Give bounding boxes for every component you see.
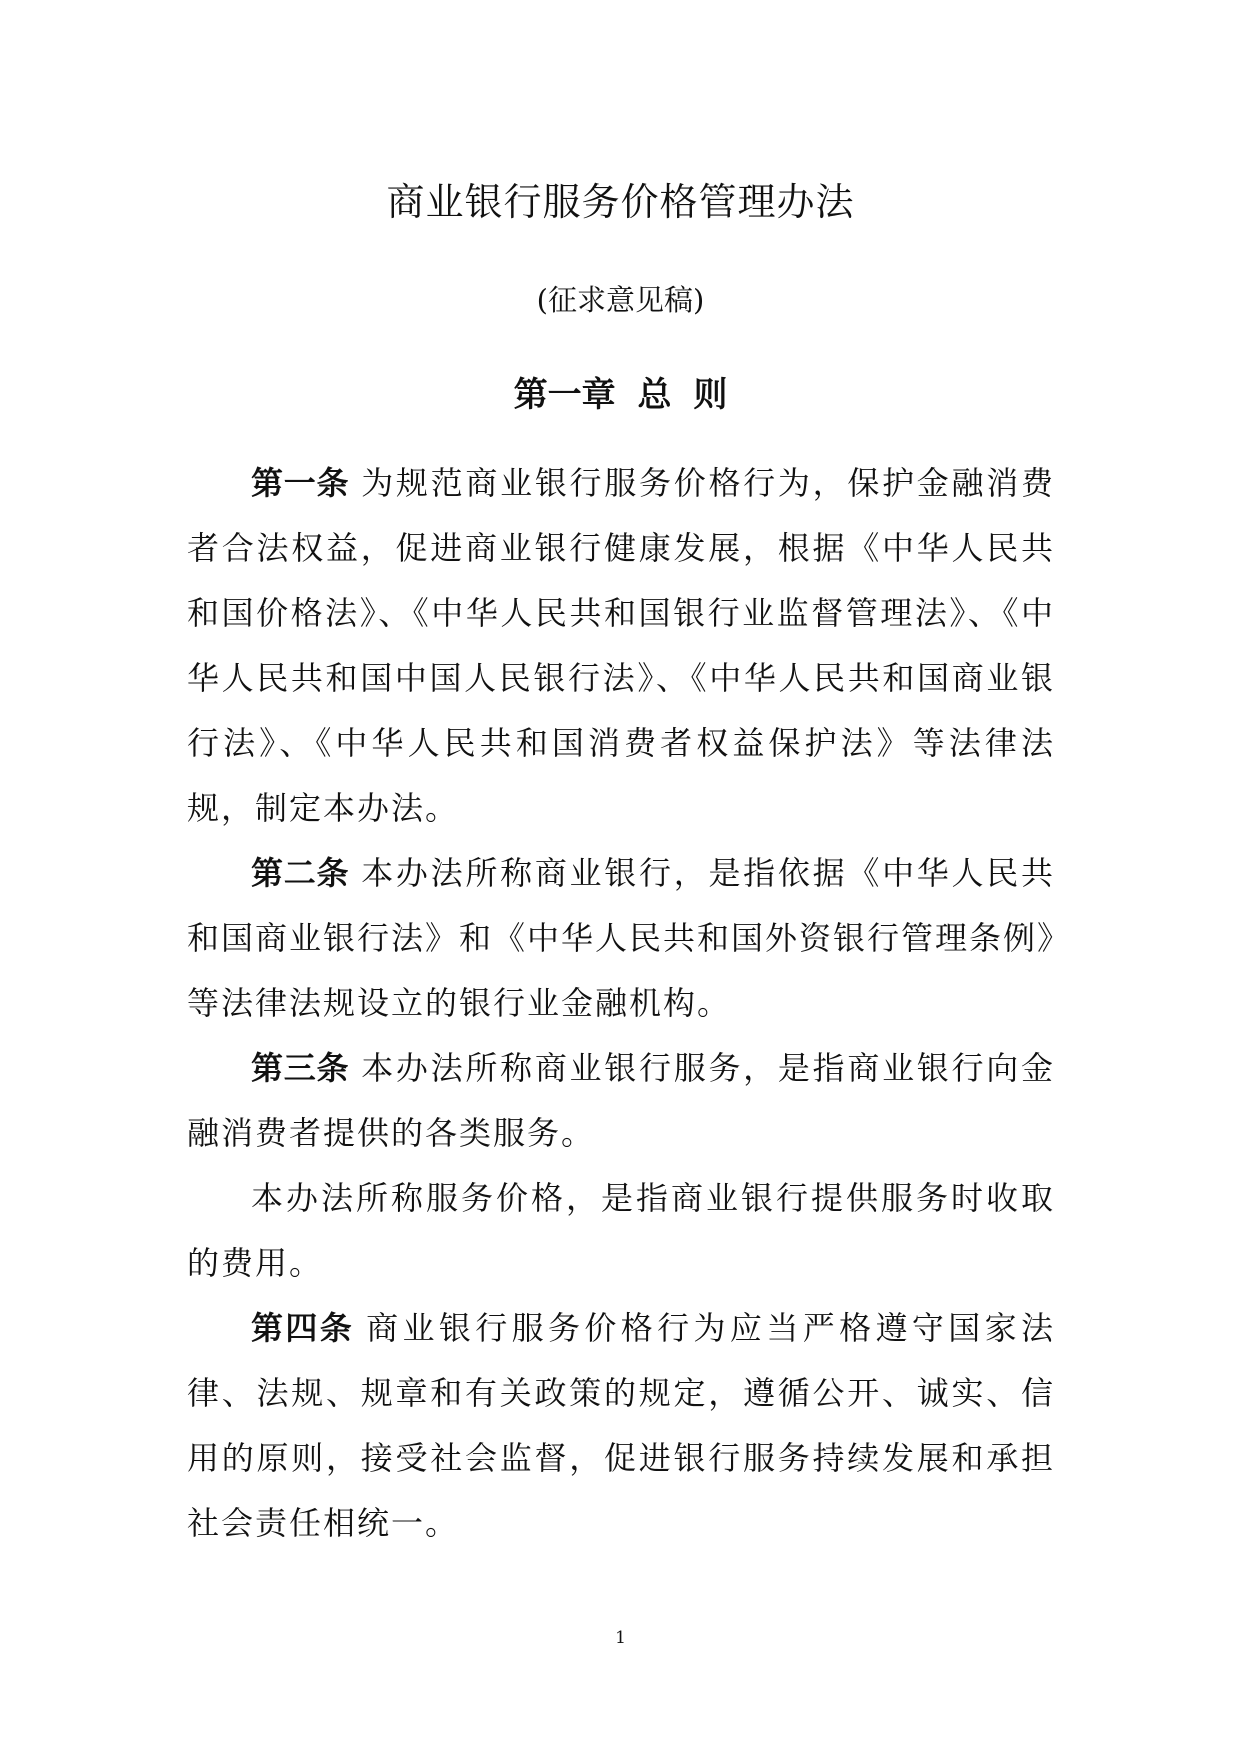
article-3-continuation-paragraph — [187, 1166, 1055, 1296]
article-4-paragraph — [187, 1296, 1055, 1556]
article-4-text: 商业银行服务价格行为应当严格遵守国家法律、法规、规章和有关政策的规定，遵循公开、诚实、信用的原则，接受社会监督，促进银行服务持续发展和承担社会责任相统一。 — [187, 1309, 1055, 1542]
article-3-label: 第三条 — [251, 1049, 350, 1087]
chapter-heading: 第一章 总 则 — [513, 375, 728, 415]
page-number: 1 — [615, 1628, 626, 1648]
article-3-paragraph — [187, 1036, 1055, 1166]
document-body — [187, 451, 1055, 1556]
article-1-paragraph — [187, 451, 1055, 841]
article-1-text: 为规范商业银行服务价格行为，保护金融消费者合法权益，促进商业银行健康发展，根据《中华人民共和国价格法》、《中华人民共和国银行业监督管理法》、《中华人民共和国中国人民银行法》、《中华人民共和国商业银行法》、《中华人民共和国消费者权益保护法》等法律法规，制定本办法。 — [187, 464, 1055, 827]
article-2-label: 第二条 — [251, 854, 350, 892]
article-2-text: 本办法所称商业银行，是指依据《中华人民共和国商业银行法》和《中华人民共和国外资银行管理条例》等法律法规设立的银行业金融机构。 — [187, 854, 1056, 1022]
article-3-continuation-text: 本办法所称服务价格，是指商业银行提供服务时收取的费用。 — [187, 1179, 1055, 1282]
document-subtitle: (征求意见稿) — [536, 283, 705, 317]
article-3-text: 本办法所称商业银行服务，是指商业银行向金融消费者提供的各类服务。 — [187, 1049, 1055, 1152]
article-2-paragraph — [187, 841, 1055, 1036]
document-title: 商业银行服务价格管理办法 — [386, 180, 855, 224]
article-4-label: 第四条 — [251, 1309, 355, 1347]
article-1-label: 第一条 — [251, 464, 350, 502]
